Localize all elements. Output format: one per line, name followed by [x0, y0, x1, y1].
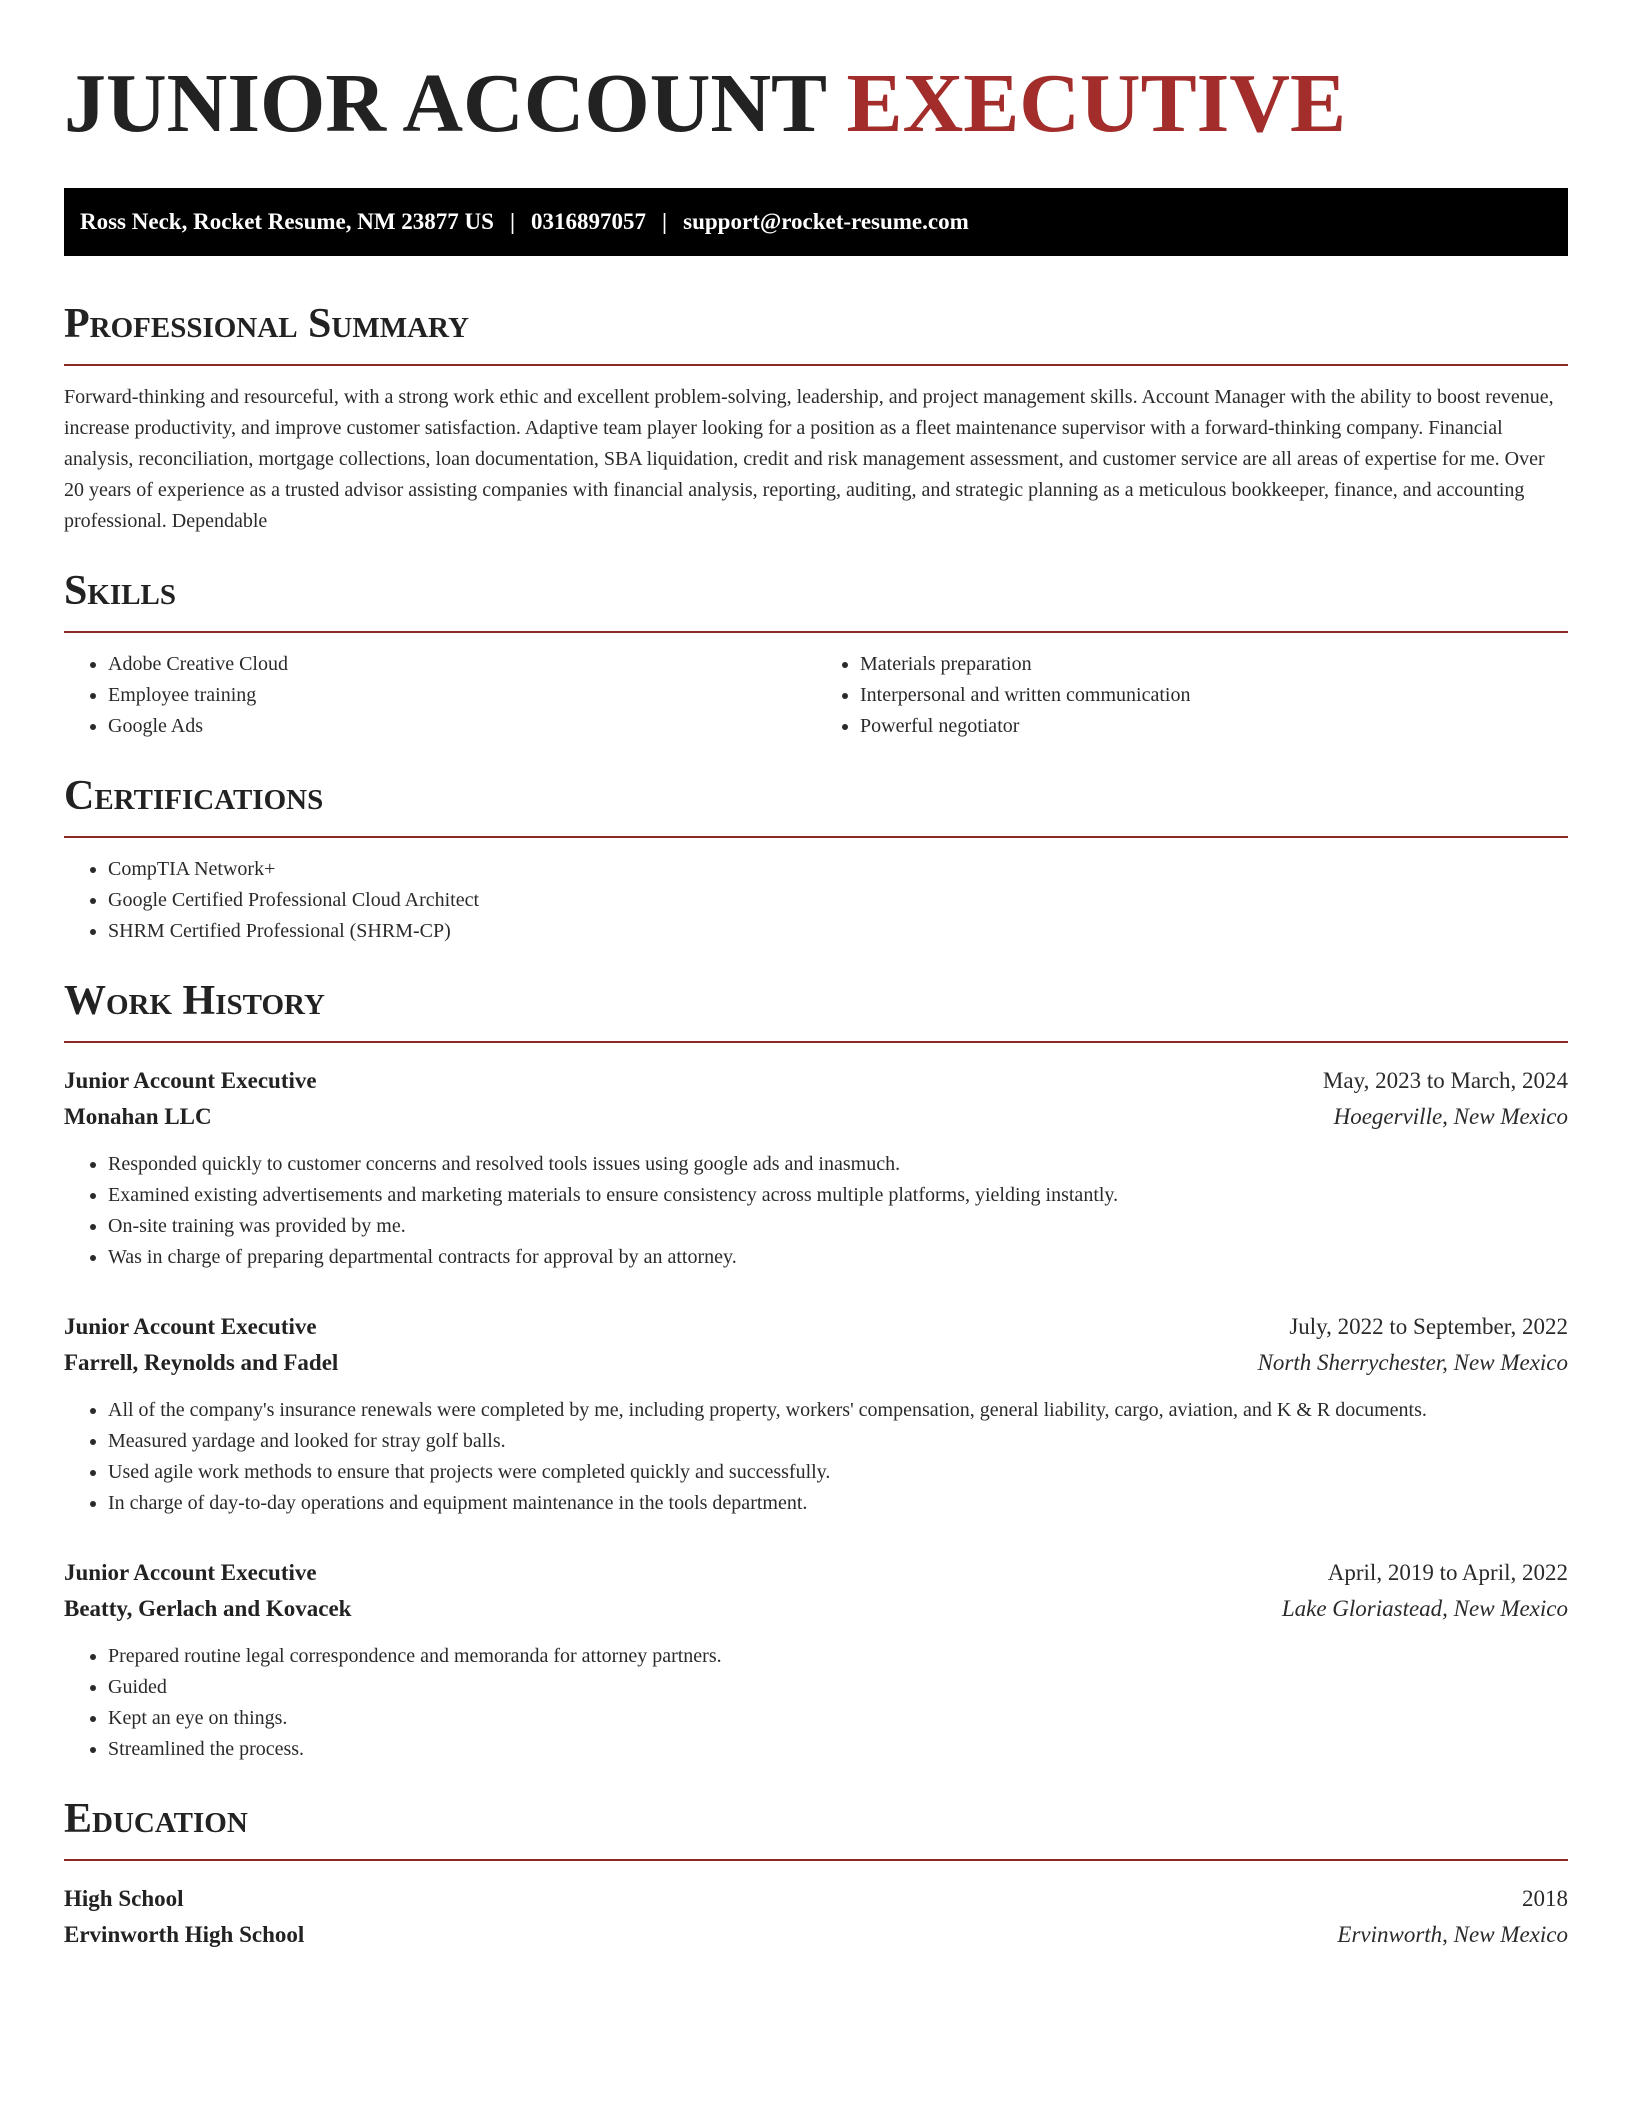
- section-divider: [64, 364, 1568, 366]
- education-section: [64, 1795, 1568, 1953]
- section-divider: [64, 1859, 1568, 1861]
- job-entry: [64, 1309, 1568, 1519]
- education-school-row: [64, 1917, 1568, 1953]
- education-school: Ervinworth High School: [64, 1922, 305, 1947]
- job-location: Lake Gloriastead, New Mexico: [1281, 1596, 1568, 1621]
- certification-item: • Google Certified Professional Cloud Architect: [108, 885, 1568, 916]
- job-company-row: [64, 1591, 1568, 1627]
- section-divider: [64, 836, 1568, 838]
- certification-item: • CompTIA Network+: [108, 854, 1568, 885]
- job-bullet: • Guided: [108, 1672, 1568, 1703]
- job-company-row: [64, 1345, 1568, 1381]
- section-title-work: Work History: [64, 978, 325, 1024]
- job-bullets: [64, 1395, 1568, 1519]
- skill-item: • Powerful negotiator: [860, 711, 1568, 742]
- education-location: Ervinworth, New Mexico: [1337, 1922, 1568, 1947]
- job-dates: April, 2019 to April, 2022: [1327, 1560, 1568, 1585]
- contact-separator: |: [662, 209, 668, 234]
- job-bullets: [64, 1641, 1568, 1765]
- education-header-row: [64, 1881, 1568, 1917]
- job-company: Beatty, Gerlach and Kovacek: [64, 1596, 352, 1621]
- certification-item: • SHRM Certified Professional (SHRM-CP): [108, 916, 1568, 947]
- certifications-list: [64, 854, 1568, 947]
- job-entry: [64, 1063, 1568, 1273]
- job-location: North Sherrychester, New Mexico: [1257, 1350, 1568, 1375]
- resume-title: [64, 56, 1568, 152]
- skills-grid: [64, 633, 1568, 742]
- job-bullet: • Responded quickly to customer concerns and resolved tools issues using google ads and inasmuch.: [108, 1149, 1568, 1180]
- job-dates: July, 2022 to September, 2022: [1289, 1314, 1568, 1339]
- section-title-skills: Skills: [64, 568, 177, 614]
- job-dates: May, 2023 to March, 2024: [1322, 1068, 1568, 1093]
- section-title-summary: Professional Summary: [64, 301, 469, 347]
- contact-phone: 0316897057: [531, 209, 647, 234]
- section-title-certifications: Certifications: [64, 773, 324, 819]
- education-year: 2018: [1522, 1886, 1568, 1911]
- job-role: Junior Account Executive: [64, 1560, 317, 1585]
- contact-address: Ross Neck, Rocket Resume, NM 23877 US: [80, 209, 494, 234]
- job-entry: [64, 1555, 1568, 1765]
- job-company-row: [64, 1099, 1568, 1135]
- skills-list-left: [64, 649, 816, 742]
- job-bullet: • Was in charge of preparing departmental contracts for approval by an attorney.: [108, 1242, 1568, 1273]
- certifications-section: [64, 772, 1568, 947]
- skill-item: • Materials preparation: [860, 649, 1568, 680]
- skill-item: • Google Ads: [108, 711, 816, 742]
- skill-item: • Employee training: [108, 680, 816, 711]
- job-bullet: • In charge of day-to-day operations and equipment maintenance in the tools department.: [108, 1488, 1568, 1519]
- job-bullets: [64, 1149, 1568, 1273]
- job-header-row: [64, 1063, 1568, 1099]
- job-company: Farrell, Reynolds and Fadel: [64, 1350, 339, 1375]
- job-bullet: • Kept an eye on things.: [108, 1703, 1568, 1734]
- work-history-section: [64, 977, 1568, 1765]
- job-company: Monahan LLC: [64, 1104, 212, 1129]
- job-bullet: • Used agile work methods to ensure that projects were completed quickly and successfully.: [108, 1457, 1568, 1488]
- skill-item: • Adobe Creative Cloud: [108, 649, 816, 680]
- job-bullet: • Measured yardage and looked for stray golf balls.: [108, 1426, 1568, 1457]
- job-bullet: • Streamlined the process.: [108, 1734, 1568, 1765]
- skills-section: [64, 567, 1568, 742]
- section-divider: [64, 1041, 1568, 1043]
- education-degree: High School: [64, 1886, 184, 1911]
- skills-list-right: [816, 649, 1568, 742]
- summary-section: [64, 300, 1568, 537]
- job-header-row: [64, 1555, 1568, 1591]
- job-role: Junior Account Executive: [64, 1314, 317, 1339]
- job-header-row: [64, 1309, 1568, 1345]
- job-bullet: • On-site training was provided by me.: [108, 1211, 1568, 1242]
- contact-email[interactable]: support@rocket-resume.com: [683, 209, 969, 234]
- contact-separator: |: [509, 209, 516, 234]
- job-bullet: • All of the company's insurance renewals were completed by me, including property, workers' compensation, general liability, cargo, aviation, and K & R documents.: [108, 1395, 1568, 1426]
- title-main: JUNIOR ACCOUNT: [64, 57, 826, 150]
- contact-bar: [64, 188, 1568, 256]
- section-title-education: Education: [64, 1796, 248, 1842]
- title-accent: EXECUTIVE: [846, 57, 1346, 150]
- education-entry: [64, 1881, 1568, 1953]
- job-bullet: • Prepared routine legal correspondence and memoranda for attorney partners.: [108, 1641, 1568, 1672]
- job-bullet: • Examined existing advertisements and marketing materials to ensure consistency across multiple platforms, yielding instantly.: [108, 1180, 1568, 1211]
- skill-item: • Interpersonal and written communication: [860, 680, 1568, 711]
- job-location: Hoegerville, New Mexico: [1333, 1104, 1568, 1129]
- job-role: Junior Account Executive: [64, 1068, 317, 1093]
- summary-text: Forward-thinking and resourceful, with a strong work ethic and excellent problem-solving, leadership, and project management skills. Account Manager with the ability to boost revenue, increase productivity, and improve customer satisfaction. Adaptive team player looking for a position as a fleet maintenance supervisor with a forward-thinking company. Financial analysis, reconciliation, mortgage collections, loan documentation, SBA liquidation, credit and risk management assessment, and customer service are all areas of expertise for me. Over 20 years of experience as a trusted advisor assisting companies with financial analysis, reporting, auditing, and strategic planning as a meticulous bookkeeper, finance, and accounting professional. Dependable: [64, 386, 1554, 532]
